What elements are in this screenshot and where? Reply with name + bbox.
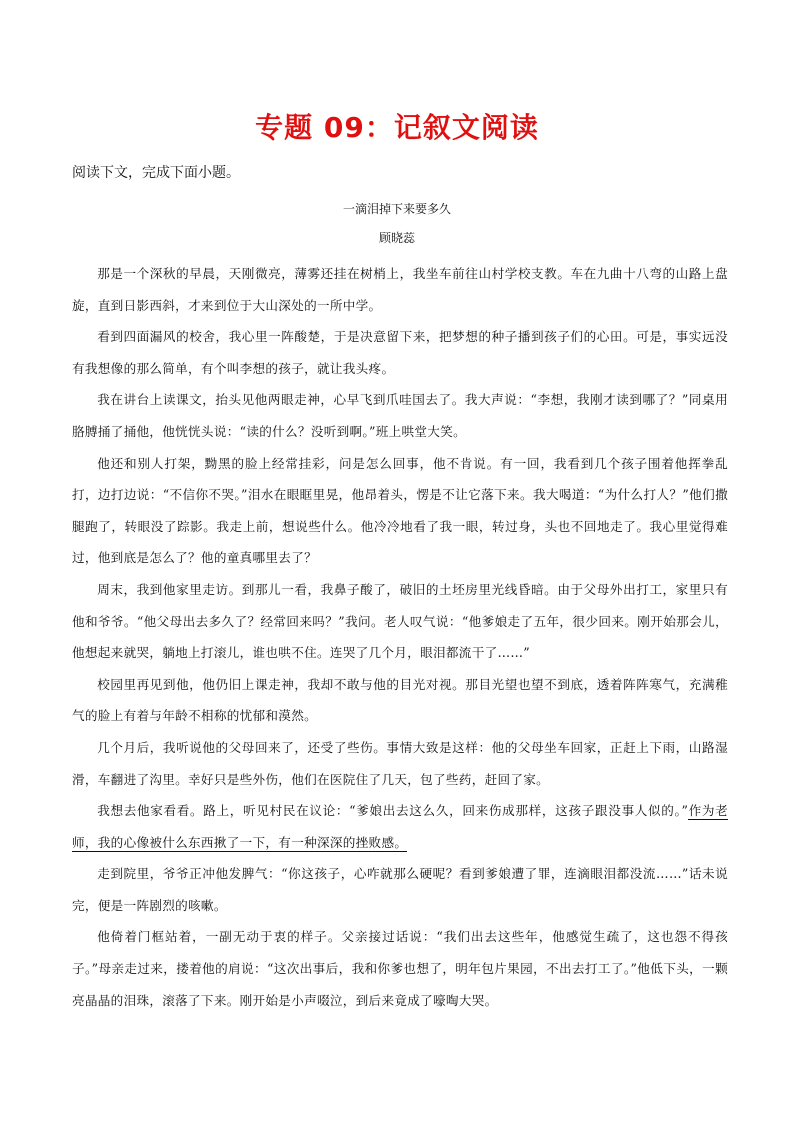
paragraph: 看到四面漏风的校舍，我心里一阵酸楚，于是决意留下来，把梦想的种子播到孩子们的心田。可是，事实远没有我想像的那么简单，有个叫李想的孩子，就让我头疼。	[72, 329, 728, 376]
paragraph: 那是一个深秋的早晨，天刚微亮，薄雾还挂在树梢上，我坐车前往山村学校支教。车在九曲十八弯的山路上盘旋，直到日影西斜，才来到位于大山深处的一所中学。	[72, 266, 728, 313]
story-author: 顾晓蕊	[378, 231, 415, 245]
paragraph	[72, 795, 728, 858]
paragraph: 我在讲台上读课文，抬头见他两眼走神，心早飞到爪哇国去了。我大声说：“李想，我刚才读到哪了？”同桌用胳膊捅了捅他，他恍恍头说：“读的什么？没听到啊。”班上哄堂大笑。	[72, 392, 728, 439]
paragraph: 几个月后，我听说他的父母回来了，还受了些伤。事情大致是这样：他的父母坐车回家，正赶上下雨，山路湿滑，车翻进了沟里。幸好只是些外伤，他们在医院住了几天，包了些药，赶回了家。	[72, 739, 728, 787]
instruction-text: 阅读下文，完成下面小题。	[72, 165, 240, 181]
story-body	[72, 258, 728, 1016]
paragraph: 他还和别人打架，黝黑的脸上经常挂彩，问是怎么回事，他不肯说。有一回，我看到几个孩子围着他挥拳乱打，边打边说：“不信你不哭。”泪水在眼眶里晃，他昂着头，愣是不让它落下来。我大喝道：“为什么打人？”他们撒腿跑了，转眼没了踪影。我走上前，想说些什么。他冷冷地看了我一眼，转过身，头也不回地走了。我心里觉得难过，他到底是怎么了？他的童真哪里去了？	[72, 455, 728, 566]
underlined-sentence: 作为老师，我的心像被什么东西揪了一下，有一种深深的挫败感。	[72, 803, 728, 850]
paragraph: 走到院里，爷爷正冲他发脾气：“你这孩子，心咋就那么硬呢？看到爹娘遭了罪，连滴眼泪都没流……”话未说完，便是一阵剧烈的咳嗽。	[72, 866, 728, 913]
story-title: 一滴泪掉下来要多久	[342, 202, 451, 216]
paragraph: 校园里再见到他，他仍旧上课走神，我却不敢与他的目光对视。那目光望也望不到底，透着阵阵寒气，充满稚气的脸上有着与年龄不相称的忧郁和漠然。	[72, 676, 728, 724]
paragraph-part: 我想去他家看看。路上，听见村民在议论：“爹娘出去这么久，回来伤成那样，这孩子跟没事人似的。”	[97, 803, 689, 819]
paragraph: 周末，我到他家里走访。到那儿一看，我鼻子酸了，破旧的土坯房里光线昏暗。由于父母外出打工，家里只有他和爷爷。“他父母出去多久了？经常回来吗？”我问。老人叹气说：“他爹娘走了五年，很少回来。刚开始那会儿，他想起来就哭，躺地上打滚儿，谁也哄不住。连哭了几个月，眼泪都流干了……”	[72, 581, 728, 661]
page-title: 专题 09：记叙文阅读	[255, 111, 539, 144]
paragraph: 他倚着门框站着，一副无动于衷的样子。父亲接过话说：“我们出去这些年，他感觉生疏了，这也怨不得孩子。”母亲走过来，搂着他的肩说：“这次出事后，我和你爹也想了，明年包片果园，不出去打工了。”他低下头，一颗亮晶晶的泪珠，滚落了下来。刚开始是小声啜泣，到后来竟成了嚎啕大哭。	[72, 929, 728, 1008]
